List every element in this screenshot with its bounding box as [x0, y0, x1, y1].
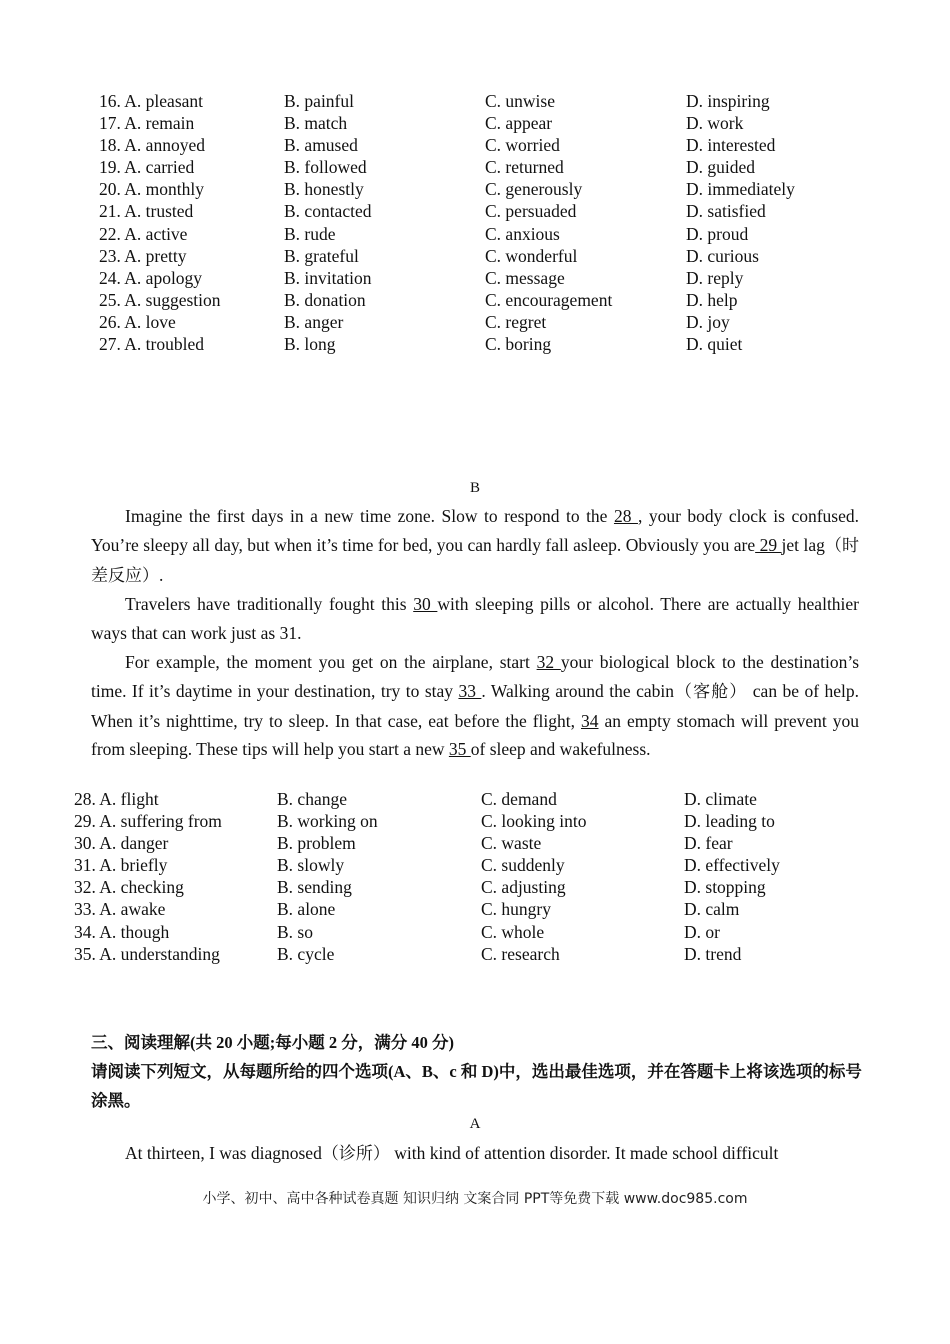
option-row-22 [0, 223, 950, 245]
option-b: B. cycle [277, 943, 335, 964]
option-c: C. looking into [481, 811, 587, 832]
option-c: C. boring [485, 334, 552, 355]
option-d: D. calm [684, 899, 740, 920]
option-b: B. sending [277, 877, 352, 898]
blank-28: 28 [613, 506, 638, 526]
option-c: C. research [481, 943, 560, 964]
option-row-31 [0, 854, 950, 876]
blank-35: 35 [448, 739, 471, 760]
option-c: C. worried [485, 135, 560, 156]
passage-b-paragraph-3: For example, the moment you get on the airplane, start 32 your biological block to the destination’s time. If it’s daytime in your destination, try to stay 33 . Walking around the cabin（客舱） can be of help. When it’s nighttime, try to sleep. In that case, eat before the flight, 34 an empty stomach will prevent you from sleeping. These tips will help you start a new 35 of sleep and wakefulness. [91, 651, 860, 760]
option-d: D. quiet [686, 334, 743, 355]
blank-32: 32 [536, 651, 561, 672]
option-c: C. hungry [481, 899, 551, 920]
option-b: B. rude [284, 223, 336, 244]
option-d: D. effectively [684, 855, 780, 876]
option-b: B. anger [284, 311, 344, 332]
section-3-heading [91, 1028, 866, 1115]
option-row-26 [0, 311, 950, 333]
blank-33: 33 [458, 680, 482, 701]
option-c: C. returned [485, 157, 564, 178]
option-row-20 [0, 178, 950, 200]
passage-3a-first-line: At thirteen, I was diagnosed（诊所） with kind of attention disorder. It made school difficult [125, 1143, 779, 1164]
option-b: B. amused [284, 135, 358, 156]
options-block-28-35 [0, 788, 950, 965]
option-d: D. trend [684, 943, 742, 964]
option-d: D. stopping [684, 877, 766, 898]
option-d: D. proud [686, 223, 749, 244]
option-a: 21. A. trusted [99, 201, 194, 222]
option-d: D. leading to [684, 811, 775, 832]
option-b: B. long [284, 334, 336, 355]
option-c: C. regret [485, 311, 547, 332]
option-b: B. donation [284, 289, 366, 310]
option-row-24 [0, 267, 950, 289]
option-d: D. fear [684, 833, 733, 854]
option-b: B. grateful [284, 245, 359, 266]
option-row-35 [0, 943, 950, 965]
option-row-25 [0, 289, 950, 311]
option-d: D. immediately [686, 179, 795, 200]
section-b-label: B [469, 480, 480, 496]
passage-b-paragraph-2: Travelers have traditionally fought this 30 with sleeping pills or alcohol. There are actually healthier ways that can work just as 31. [91, 594, 860, 644]
option-row-29 [0, 810, 950, 832]
option-a: 20. A. monthly [99, 179, 205, 200]
option-c: C. message [485, 267, 565, 288]
option-a: 18. A. annoyed [99, 135, 205, 156]
option-row-28 [0, 788, 950, 810]
option-row-32 [0, 876, 950, 898]
section-3-passage-label: A [469, 1116, 481, 1132]
section-3-instruction: 请阅读下列短文，从每题所给的四个选项(A、B、c 和 D)中，选出最佳选项，并在答题卡上将该选项的标号涂黑。 [91, 1062, 862, 1110]
option-a: 33. A. awake [74, 899, 166, 920]
option-d: D. climate [684, 789, 757, 809]
option-a: 32. A. checking [74, 877, 184, 898]
section-3-title: 三、阅读理解(共 20 小题;每小题 2 分，满分 40 分) [91, 1033, 454, 1052]
option-b: B. painful [284, 91, 354, 111]
option-c: C. waste [481, 833, 542, 854]
option-b: B. working on [277, 811, 378, 832]
option-c: C. adjusting [481, 877, 566, 898]
option-c: C. wonderful [485, 245, 578, 266]
option-c: C. demand [481, 789, 557, 809]
option-a: 17. A. remain [99, 113, 195, 134]
option-d: D. inspiring [686, 91, 770, 111]
option-d: D. joy [686, 311, 730, 332]
option-b: B. slowly [277, 855, 345, 876]
option-a: 27. A. troubled [99, 334, 204, 355]
option-a: 26. A. love [99, 311, 176, 332]
option-c: C. anxious [485, 223, 560, 244]
option-a: 31. A. briefly [74, 855, 168, 876]
option-row-19 [0, 156, 950, 178]
option-d: D. help [686, 289, 738, 310]
option-a: 19. A. carried [99, 157, 195, 178]
option-a: 30. A. danger [74, 833, 169, 854]
passage-b [91, 502, 859, 764]
option-row-16 [0, 90, 950, 112]
option-row-17 [0, 112, 950, 134]
option-row-21 [0, 200, 950, 222]
option-c: C. unwise [485, 91, 555, 111]
option-a: 25. A. suggestion [99, 289, 221, 310]
option-row-33 [0, 898, 950, 920]
passage-b-paragraph-1: Imagine the first days in a new time zone. Slow to respond to the 28 , your body clock is confused. You’re sleepy all day, but when it’s time for bed, you can hardly fall asleep. Obviously you are 29 jet lag（时差反应）. [91, 506, 860, 586]
option-row-34 [0, 921, 950, 943]
option-b: B. followed [284, 157, 367, 178]
options-block-16-27 [0, 90, 950, 355]
option-c: C. generously [485, 179, 583, 200]
page-footer: 小学、初中、高中各种试卷真题 知识归纳 文案合同 PPT等免费下载 www.doc985.com [202, 1191, 748, 1207]
option-b: B. change [277, 789, 347, 809]
blank-34: 34 [581, 710, 599, 731]
option-c: C. appear [485, 113, 553, 134]
option-row-27 [0, 333, 950, 355]
option-c: C. whole [481, 921, 545, 942]
option-d: D. satisfied [686, 201, 766, 222]
option-b: B. contacted [284, 201, 372, 222]
option-a: 23. A. pretty [99, 245, 187, 266]
option-a: 22. A. active [99, 223, 188, 244]
option-d: D. or [684, 921, 720, 942]
option-a: 35. A. understanding [74, 943, 220, 964]
blank-30: 30 [413, 594, 438, 615]
option-d: D. curious [686, 245, 759, 266]
option-row-23 [0, 245, 950, 267]
option-c: C. persuaded [485, 201, 577, 222]
option-a: 24. A. apology [99, 267, 203, 288]
option-b: B. problem [277, 833, 356, 854]
option-d: D. work [686, 113, 744, 134]
option-row-30 [0, 832, 950, 854]
option-a: 29. A. suffering from [74, 811, 222, 832]
passage-3a [91, 1139, 859, 1169]
option-row-18 [0, 134, 950, 156]
option-d: D. guided [686, 157, 756, 178]
option-b: B. invitation [284, 267, 372, 288]
option-d: D. reply [686, 267, 744, 288]
option-c: C. encouragement [485, 289, 613, 310]
option-b: B. alone [277, 899, 336, 920]
blank-29: 29 [755, 534, 782, 555]
option-b: B. match [284, 113, 348, 134]
option-d: D. interested [686, 135, 776, 156]
option-c: C. suddenly [481, 855, 565, 876]
option-a: 34. A. though [74, 921, 170, 942]
option-b: B. honestly [284, 179, 364, 200]
option-a: 16. A. pleasant [99, 91, 204, 111]
option-a: 28. A. flight [74, 789, 159, 809]
option-b: B. so [277, 921, 313, 942]
